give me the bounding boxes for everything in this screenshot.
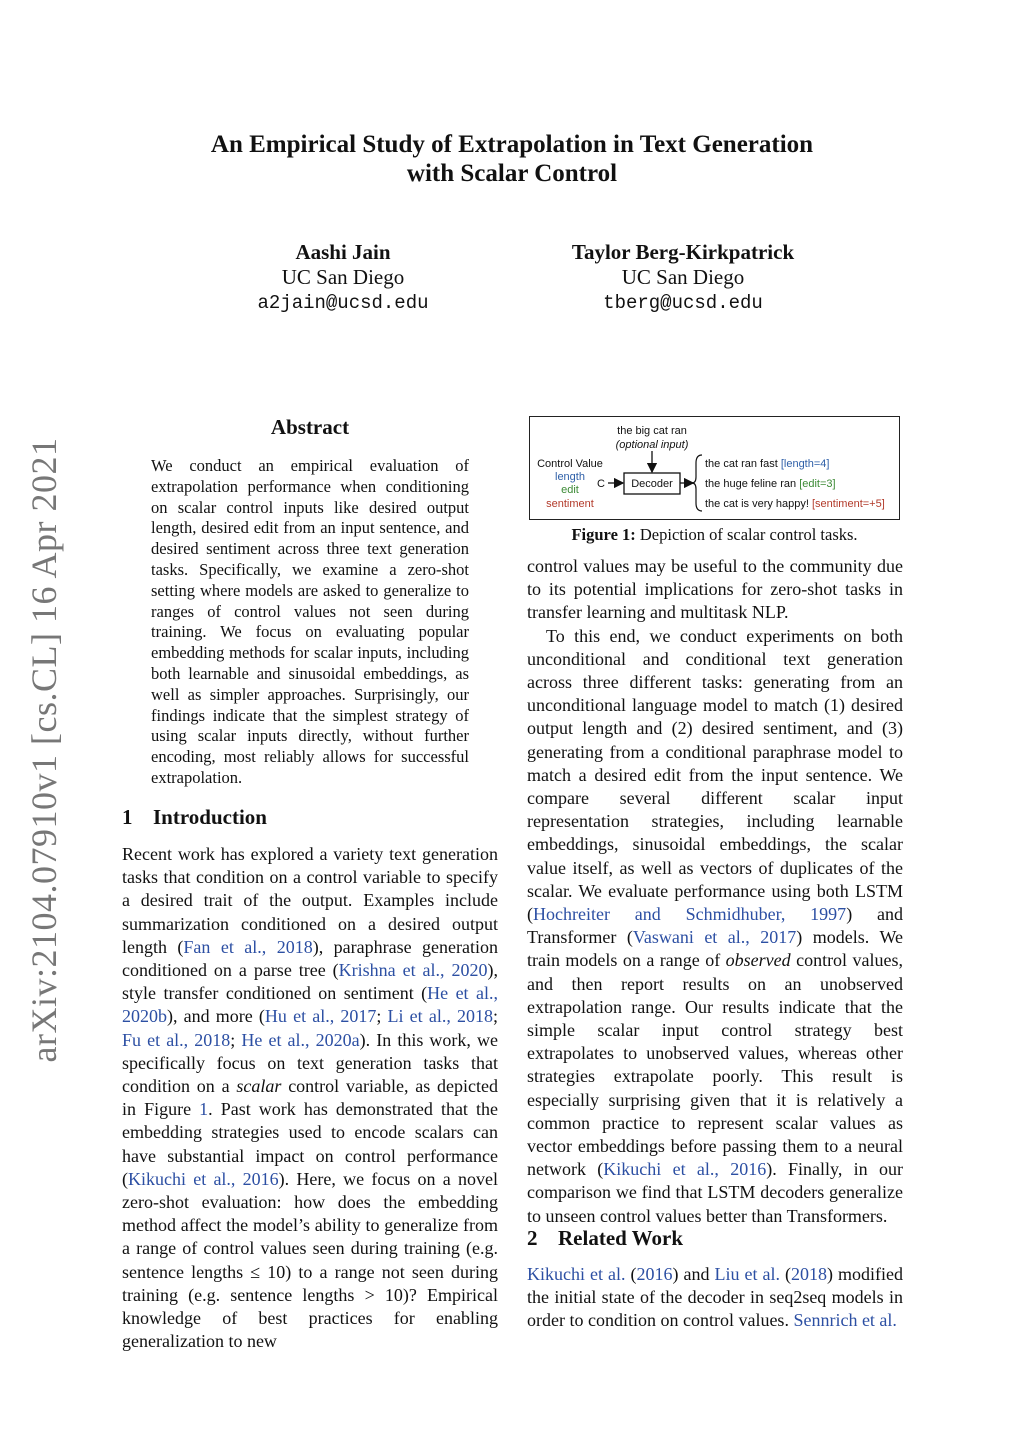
citation-link[interactable]: Kikuchi et al., 2016 bbox=[128, 1168, 279, 1189]
control-value-label: Control Value bbox=[537, 458, 603, 470]
output-text: the huge feline ran bbox=[705, 478, 800, 490]
author-email[interactable]: tberg@ucsd.edu bbox=[603, 292, 763, 314]
output-text: the cat ran fast bbox=[705, 458, 781, 470]
text-run: ) models. We train models on a range of bbox=[527, 927, 903, 971]
section-number: 1 bbox=[122, 805, 133, 829]
text-run: ; bbox=[230, 1029, 242, 1050]
control-sentiment-label: sentiment bbox=[546, 498, 594, 510]
citation-link[interactable]: Hochreiter and Schmidhuber, 1997 bbox=[533, 904, 847, 925]
section-title: Related Work bbox=[558, 1226, 684, 1250]
citation-link[interactable]: Liu et al. bbox=[714, 1264, 780, 1284]
citation-link[interactable]: Fu et al., 2018 bbox=[122, 1029, 231, 1050]
title-line-1: An Empirical Study of Extrapolation in Text Generation bbox=[210, 131, 814, 158]
emphasis-text: scalar bbox=[236, 1076, 282, 1097]
citation-link[interactable]: Fan et al., 2018 bbox=[183, 936, 313, 957]
control-length-label: length bbox=[555, 471, 585, 483]
author-name: Aashi Jain bbox=[295, 240, 391, 264]
text-run: To this end, we conduct experiments on both unconditional and conditional text generation across three different tasks: generating from an unconditional language model to match (1) desired output length and (2) desired sentiment, and (3) generating from a conditional paraphrase model to match a desired edit from the input sentence. We compare several different scalar input representation strategies, including learnable embeddings, sinusoidal embeddings, the scalar value itself, as well as vectors of duplicates of the scalar. We evaluate performance using both LSTM ( bbox=[527, 625, 903, 925]
author-email[interactable]: a2jain@ucsd.edu bbox=[257, 292, 429, 314]
output-brace bbox=[692, 455, 702, 511]
figure-reference-link[interactable]: 1 bbox=[199, 1099, 209, 1120]
citation-link[interactable]: Vaswani et al., 2017 bbox=[632, 927, 797, 948]
section-title: Introduction bbox=[153, 805, 267, 829]
section-heading-related-work bbox=[527, 1226, 683, 1251]
section-number: 2 bbox=[527, 1226, 538, 1250]
text-run: . Past work has demonstrated that the embedding strategies used to encode scalars can have substantial impact on control performance ( bbox=[122, 1099, 498, 1189]
author-block-1 bbox=[193, 240, 493, 316]
intro-paragraph bbox=[122, 843, 498, 1353]
citation-link[interactable]: 2018 bbox=[790, 1264, 827, 1284]
citation-link[interactable]: He et al., 2020a bbox=[241, 1029, 360, 1050]
section-heading-introduction bbox=[122, 805, 267, 830]
text-run: control variable, as depicted in Figure bbox=[122, 1076, 499, 1120]
text-run: and bbox=[678, 1264, 715, 1284]
author-affiliation: UC San Diego bbox=[621, 265, 745, 289]
figure-input-text: the big cat ran bbox=[617, 425, 687, 437]
citation-link[interactable]: Sennrich et al. bbox=[793, 1310, 897, 1331]
citation-link[interactable]: Hu et al., 2017 bbox=[264, 1006, 377, 1027]
control-edit-label: edit bbox=[561, 484, 579, 496]
paper-title bbox=[0, 130, 1024, 188]
output-tag-edit: [edit=3] bbox=[799, 478, 836, 490]
author-affiliation: UC San Diego bbox=[281, 265, 405, 289]
paragraph: control values may be useful to the community due to its potential implications for zero-shot tasks in transfer learning and multitask NLP. bbox=[527, 556, 903, 623]
output-example-2 bbox=[705, 478, 836, 490]
text-run: Recent work has explored a variety text generation tasks that condition on a control variable to specify a desired trait of the output. Examples include summarization conditioned on a desired output length ( bbox=[122, 844, 498, 957]
text-run: ; bbox=[376, 1006, 388, 1027]
citation-link[interactable]: 2016 bbox=[636, 1264, 673, 1284]
emphasis-text: observed bbox=[725, 950, 791, 971]
text-run: ) and Transformer ( bbox=[527, 904, 903, 948]
related-work-paragraph: Kikuchi et al. (2016) and Liu et al. (2018) modified the initial state of the decoder in seq2seq models in order to condition on control values. Sennrich et al. bbox=[527, 1264, 903, 1331]
citation-link[interactable]: He et al., 2020b bbox=[122, 983, 498, 1027]
text-run: ), and more ( bbox=[167, 1006, 265, 1027]
output-text: the cat is very happy! bbox=[705, 498, 812, 510]
citation-link[interactable]: Kikuchi et al. bbox=[527, 1264, 626, 1284]
author-name: Taylor Berg-Kirkpatrick bbox=[571, 240, 795, 264]
citation-link[interactable]: Kikuchi et al., 2016 bbox=[603, 1159, 767, 1180]
figure-1-caption bbox=[527, 525, 902, 545]
title-line-2: with Scalar Control bbox=[406, 160, 618, 187]
author-block-2 bbox=[533, 240, 833, 316]
text-run: ). Here, we focus on a novel zero-shot evaluation: how does the embedding method affect the model’s ability to generalize from a range of control values seen during training (e.g. sentence lengths ≤ 10) to a range not seen during training (e.g. sentence lengths > 10)? Empirical knowledge of best practices for enabling generalization to new bbox=[122, 1168, 498, 1352]
right-column-intro bbox=[527, 555, 903, 1228]
figure-1-diagram bbox=[529, 416, 900, 520]
abstract-heading: Abstract bbox=[270, 415, 350, 439]
text-run: ), paraphrase generation conditioned on a parse tree ( bbox=[122, 936, 498, 981]
text-run: ; bbox=[492, 1006, 498, 1027]
caption-text: Depiction of scalar control tasks. bbox=[639, 525, 858, 544]
citation-link[interactable]: Krishna et al., 2020 bbox=[338, 960, 488, 981]
text-run: modified the initial state of the decoder in seq2seq models in order to condition on control values. bbox=[527, 1264, 903, 1331]
output-example-3 bbox=[705, 498, 885, 510]
text-run: ). Finally, in our comparison we find that LSTM decoders generalize to unseen control values better than Transformers. bbox=[527, 1159, 903, 1226]
decoder-label: Decoder bbox=[631, 478, 673, 490]
abstract-text: We conduct an empirical evaluation of extrapolation performance when conditioning on scalar control inputs like desired output length, desired edit from an input sentence, and desired sentiment across three text generation tasks. Specifically, we examine a zero-shot setting where models are asked to generalize to ranges of control values not seen during training. We focus on evaluating popular embedding methods for scalar inputs, including both learnable and sinusoidal embeddings, as well as simpler approaches. Surprisingly, our findings indicate that the simplest strategy of using scalar inputs directly, without further encoding, most reliably allows for successful extrapolation. bbox=[151, 456, 469, 787]
output-tag-length: [length=4] bbox=[780, 458, 830, 470]
output-example-1 bbox=[705, 458, 829, 470]
text-run: ). In this work, we specifically focus on text generation tasks that condition on a bbox=[122, 1029, 498, 1097]
control-symbol-c: C bbox=[597, 478, 605, 490]
caption-label: Figure 1: bbox=[571, 525, 636, 544]
citation-link[interactable]: Li et al., 2018 bbox=[387, 1006, 493, 1027]
paragraph bbox=[527, 625, 903, 1228]
arxiv-stamp: arXiv:2104.07910v1 [cs.CL] 16 Apr 2021 bbox=[24, 437, 64, 1063]
figure-input-note: (optional input) bbox=[615, 439, 689, 451]
output-tag-sentiment: [sentiment=+5] bbox=[812, 498, 885, 510]
text-run: ), style transfer conditioned on sentiment ( bbox=[122, 960, 498, 1004]
text-run: control values, and then report results on an unobserved extrapolation range. Our results indicate that the simple scalar input control strategy best extrapolates to unobserved values, whereas other strategies extrapolate poorly. This result is especially surprising given that it is relatively a common practice to represent scalar values as vector embeddings before passing them to a neural network ( bbox=[527, 950, 903, 1180]
